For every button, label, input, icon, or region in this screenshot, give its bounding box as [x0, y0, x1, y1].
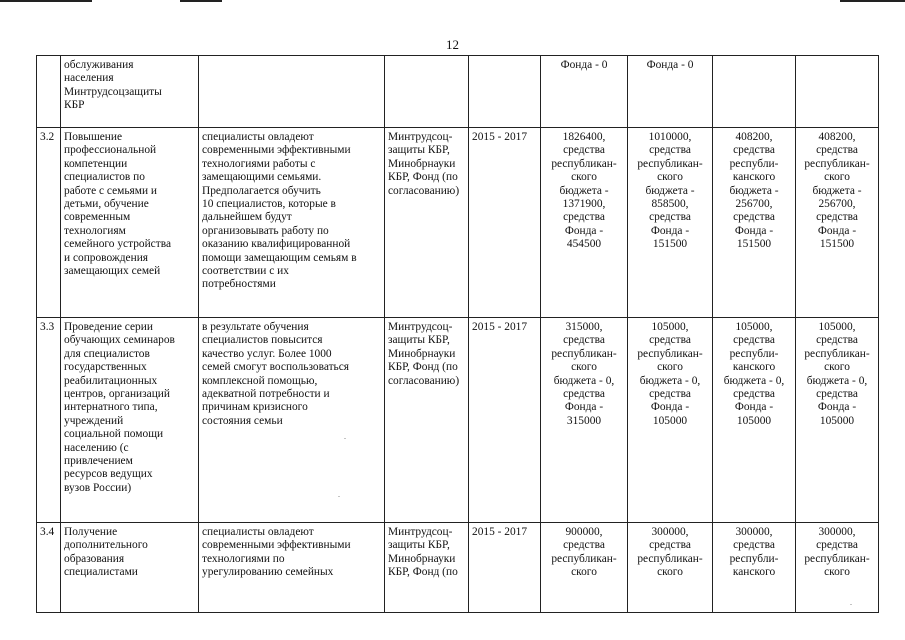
cell-line: Минобрнауки — [388, 552, 456, 565]
cell-line: замещающими семьями. — [202, 171, 322, 184]
cell-line: республикан- — [637, 347, 703, 360]
cell-line: ресурсов ведущих — [64, 468, 153, 481]
cell-line: КБР, Фонд (по — [388, 361, 458, 374]
cell-line: согласованию) — [388, 374, 460, 387]
cell-line: Фонда - — [817, 401, 857, 414]
cell-line: средства — [733, 211, 775, 224]
top-rule-fragment — [180, 0, 222, 2]
cell-line: Фонда - — [734, 401, 774, 414]
cell-line: Повышение — [64, 131, 123, 143]
cell-line: учреждений — [64, 414, 124, 427]
cell-line: республикан- — [551, 552, 617, 565]
cell-line: канского — [732, 566, 776, 579]
cell-line: республи- — [729, 347, 779, 360]
cell-line: специалистов повысится — [202, 334, 323, 347]
cell-line: средства — [563, 539, 605, 552]
cell-line: средства — [816, 539, 858, 552]
cell-line: средства — [733, 539, 775, 552]
cell-line: детьми, обучение — [64, 198, 149, 211]
cell-line: оказанию квалифицированной — [202, 238, 351, 251]
cell-line: средства — [649, 334, 691, 347]
cell-line: КБР, Фонд (по — [388, 171, 458, 184]
top-rule-right — [840, 0, 905, 2]
cell-line: соответствии с их — [202, 265, 289, 278]
cell-line: населению (с — [64, 441, 129, 454]
cell-line: средства — [733, 144, 775, 157]
cell-line: государственных — [64, 361, 147, 374]
cell-line: причинам кризисного — [202, 401, 308, 414]
cell-line: КБР — [64, 99, 85, 112]
cell-line: республикан- — [551, 157, 617, 170]
activity-name-cell — [61, 318, 199, 523]
period-cell: 2015 - 2017 — [469, 523, 541, 613]
cell-line: республи- — [729, 157, 779, 170]
cell-line: Минтрудсоц- — [388, 321, 453, 333]
cell-line: средства — [649, 211, 691, 224]
cell-line: замещающих семей — [64, 265, 161, 278]
cell-line: 151500 — [652, 238, 688, 251]
cell-line: средства — [816, 388, 858, 401]
cell-line: технологиями работы с — [202, 157, 316, 170]
cell-line: ского — [824, 171, 850, 184]
period-cell: 2015 - 2017 — [469, 128, 541, 318]
cell-line: защиты КБР, — [388, 144, 450, 157]
activity-name-cell — [61, 128, 199, 318]
scan-speck: . — [850, 598, 852, 607]
cell-line: 151500 — [736, 238, 772, 251]
cell-line: профессиональной — [64, 144, 157, 157]
cell-line: обслуживания — [64, 59, 134, 71]
row-number-cell: 3.4 — [37, 523, 61, 613]
page-number: 12 — [446, 37, 459, 52]
cell-line: интернатного типа, — [64, 401, 158, 414]
cell-line: республикан- — [804, 552, 870, 565]
expected-result-cell — [199, 56, 385, 128]
cell-line: 1010000, — [648, 131, 692, 143]
cell-line: семейного устройства — [64, 238, 172, 251]
cell-line: Минтрудсоцзащиты — [64, 85, 162, 98]
total-funding-cell — [541, 318, 628, 523]
cell-line: комплексной помощью, — [202, 374, 318, 387]
table-row — [37, 128, 879, 318]
cell-line: средства — [649, 539, 691, 552]
scan-speck: . — [338, 490, 340, 499]
scan-speck: . — [344, 432, 346, 441]
cell-line: Минобрнауки — [388, 157, 456, 170]
cell-line: ского — [571, 566, 597, 579]
cell-line: современными эффективными — [202, 539, 351, 552]
cell-line: 105000 — [819, 414, 855, 427]
funding-2016-cell — [713, 318, 796, 523]
total-funding-cell — [541, 128, 628, 318]
cell-line: Минтрудсоц- — [388, 526, 453, 538]
cell-line: адекватной потребности и — [202, 388, 330, 401]
cell-line: урегулированию семейных — [202, 566, 334, 579]
cell-line: 105000, — [818, 321, 856, 333]
cell-line: ского — [824, 361, 850, 374]
cell-line: КБР, Фонд (по — [388, 566, 458, 579]
cell-line: 105000 — [652, 414, 688, 427]
cell-line: ского — [657, 171, 683, 184]
funding-2016-cell — [713, 128, 796, 318]
cell-line: вузов России) — [64, 481, 132, 494]
cell-line: качество услуг. Более 1000 — [202, 347, 332, 360]
period-cell: 2015 - 2017 — [469, 318, 541, 523]
cell-line: образования — [64, 552, 125, 565]
cell-line: реабилитационных — [64, 374, 158, 387]
program-table — [36, 55, 879, 613]
cell-line: Фонда - — [564, 224, 604, 237]
table-body — [37, 56, 879, 613]
cell-line: канского — [732, 361, 776, 374]
activity-name-cell — [61, 523, 199, 613]
cell-line: бюджета - 0, — [553, 374, 615, 387]
cell-line: 300000, — [818, 526, 856, 538]
table-row — [37, 523, 879, 613]
cell-line: 105000, — [735, 321, 773, 333]
row-number-cell: 3.3 — [37, 318, 61, 523]
executor-cell — [385, 56, 469, 128]
cell-line: 10 специалистов, которые в — [202, 198, 336, 211]
cell-line: 300000, — [651, 526, 689, 538]
cell-line: специалистов по — [64, 171, 145, 184]
cell-line: 454500 — [566, 238, 602, 251]
cell-line: 1826400, — [562, 131, 606, 143]
cell-line: средства — [816, 144, 858, 157]
funding-2015-cell — [628, 128, 713, 318]
cell-line: компетенции — [64, 157, 128, 170]
cell-line: специалисты овладеют — [202, 526, 314, 538]
cell-line: средства — [733, 334, 775, 347]
cell-line: республикан- — [637, 157, 703, 170]
cell-line: бюджета - — [559, 184, 609, 197]
cell-line: Предполагается обучить — [202, 184, 321, 197]
cell-line: современными эффективными — [202, 144, 351, 157]
funding-2015-cell — [628, 318, 713, 523]
expected-result-cell — [199, 128, 385, 318]
row-number-cell: 3.2 — [37, 128, 61, 318]
executor-cell — [385, 523, 469, 613]
cell-line: 408200, — [735, 131, 773, 143]
cell-line: специалисты овладеют — [202, 131, 314, 143]
cell-line: социальной помощи — [64, 428, 164, 441]
activity-name-cell — [61, 56, 199, 128]
funding-2016-cell — [713, 56, 796, 128]
cell-line: 900000, — [565, 526, 603, 538]
cell-line: Минобрнауки — [388, 347, 456, 360]
cell-line: защиты КБР, — [388, 539, 450, 552]
cell-line: Проведение серии — [64, 321, 153, 333]
cell-line: Минтрудсоц- — [388, 131, 453, 143]
cell-line: средства — [816, 334, 858, 347]
cell-line: средства — [563, 211, 605, 224]
cell-line: дополнительного — [64, 539, 148, 552]
table-row — [37, 56, 879, 128]
cell-line: средства — [816, 211, 858, 224]
funding-2017-cell — [796, 56, 879, 128]
cell-line: 105000, — [651, 321, 689, 333]
cell-line: Фонда - — [734, 224, 774, 237]
cell-line: 105000 — [736, 414, 772, 427]
cell-line: и сопровождения — [64, 251, 149, 264]
funding-2015-cell — [628, 523, 713, 613]
funding-2017-cell — [796, 523, 879, 613]
cell-line: средства — [649, 144, 691, 157]
cell-line: ского — [824, 566, 850, 579]
cell-line: семей смогут воспользоваться — [202, 361, 350, 374]
cell-line: Фонда - 0 — [560, 59, 608, 71]
total-funding-cell — [541, 56, 628, 128]
cell-line: технологиями по — [202, 552, 285, 565]
top-rule-left — [0, 0, 92, 2]
cell-line: потребностями — [202, 278, 276, 291]
cell-line: для специалистов — [64, 347, 150, 360]
cell-line: средства — [733, 388, 775, 401]
cell-line: ского — [571, 171, 597, 184]
total-funding-cell — [541, 523, 628, 613]
cell-line: 1371900, — [562, 198, 606, 211]
cell-line: средства — [563, 334, 605, 347]
cell-line: населения — [64, 72, 114, 85]
cell-line: бюджета - 0, — [723, 374, 785, 387]
cell-line: республикан- — [804, 157, 870, 170]
cell-line: бюджета - — [812, 184, 862, 197]
cell-line: Фонда - 0 — [646, 59, 694, 71]
cell-line: согласованию) — [388, 184, 460, 197]
cell-line: Получение — [64, 526, 118, 538]
cell-line: современным — [64, 211, 131, 224]
cell-line: средства — [563, 388, 605, 401]
cell-line: Фонда - — [650, 401, 690, 414]
cell-line: 315000 — [566, 414, 602, 427]
cell-line: средства — [563, 144, 605, 157]
cell-line: канского — [732, 171, 776, 184]
cell-line: работе с семьями и — [64, 184, 158, 197]
cell-line: бюджета - 0, — [639, 374, 701, 387]
cell-line: специалистами — [64, 566, 138, 579]
cell-line: состояния семьи — [202, 414, 283, 427]
cell-line: ского — [571, 361, 597, 374]
executor-cell — [385, 318, 469, 523]
cell-line: средства — [649, 388, 691, 401]
cell-line: Фонда - — [817, 224, 857, 237]
cell-line: дальнейшем будут — [202, 211, 292, 224]
cell-line: республикан- — [637, 552, 703, 565]
expected-result-cell — [199, 523, 385, 613]
cell-line: 300000, — [735, 526, 773, 538]
cell-line: 858500, — [651, 198, 689, 211]
cell-line: в результате обучения — [202, 321, 309, 333]
cell-line: ского — [657, 361, 683, 374]
period-cell — [469, 56, 541, 128]
cell-line: республи- — [729, 552, 779, 565]
cell-line: 256700, — [818, 198, 856, 211]
cell-line: обучающих семинаров — [64, 334, 175, 347]
cell-line: бюджета - — [645, 184, 695, 197]
table-row — [37, 318, 879, 523]
cell-line: бюджета - — [729, 184, 779, 197]
cell-line: ского — [657, 566, 683, 579]
cell-line: Фонда - — [564, 401, 604, 414]
executor-cell — [385, 128, 469, 318]
funding-2017-cell — [796, 318, 879, 523]
cell-line: республикан- — [804, 347, 870, 360]
expected-result-cell — [199, 318, 385, 523]
cell-line: 408200, — [818, 131, 856, 143]
cell-line: 151500 — [819, 238, 855, 251]
cell-line: технологиям — [64, 224, 126, 237]
funding-2015-cell — [628, 56, 713, 128]
funding-2017-cell — [796, 128, 879, 318]
funding-2016-cell — [713, 523, 796, 613]
cell-line: организовывать работу по — [202, 224, 329, 237]
cell-line: республикан- — [551, 347, 617, 360]
cell-line: бюджета - 0, — [806, 374, 868, 387]
cell-line: защиты КБР, — [388, 334, 450, 347]
cell-line: 315000, — [565, 321, 603, 333]
cell-line: помощи замещающим семьям в — [202, 251, 357, 264]
cell-line: 256700, — [735, 198, 773, 211]
cell-line: центров, организаций — [64, 388, 170, 401]
cell-line: привлечением — [64, 455, 133, 468]
row-number-cell — [37, 56, 61, 128]
cell-line: Фонда - — [650, 224, 690, 237]
